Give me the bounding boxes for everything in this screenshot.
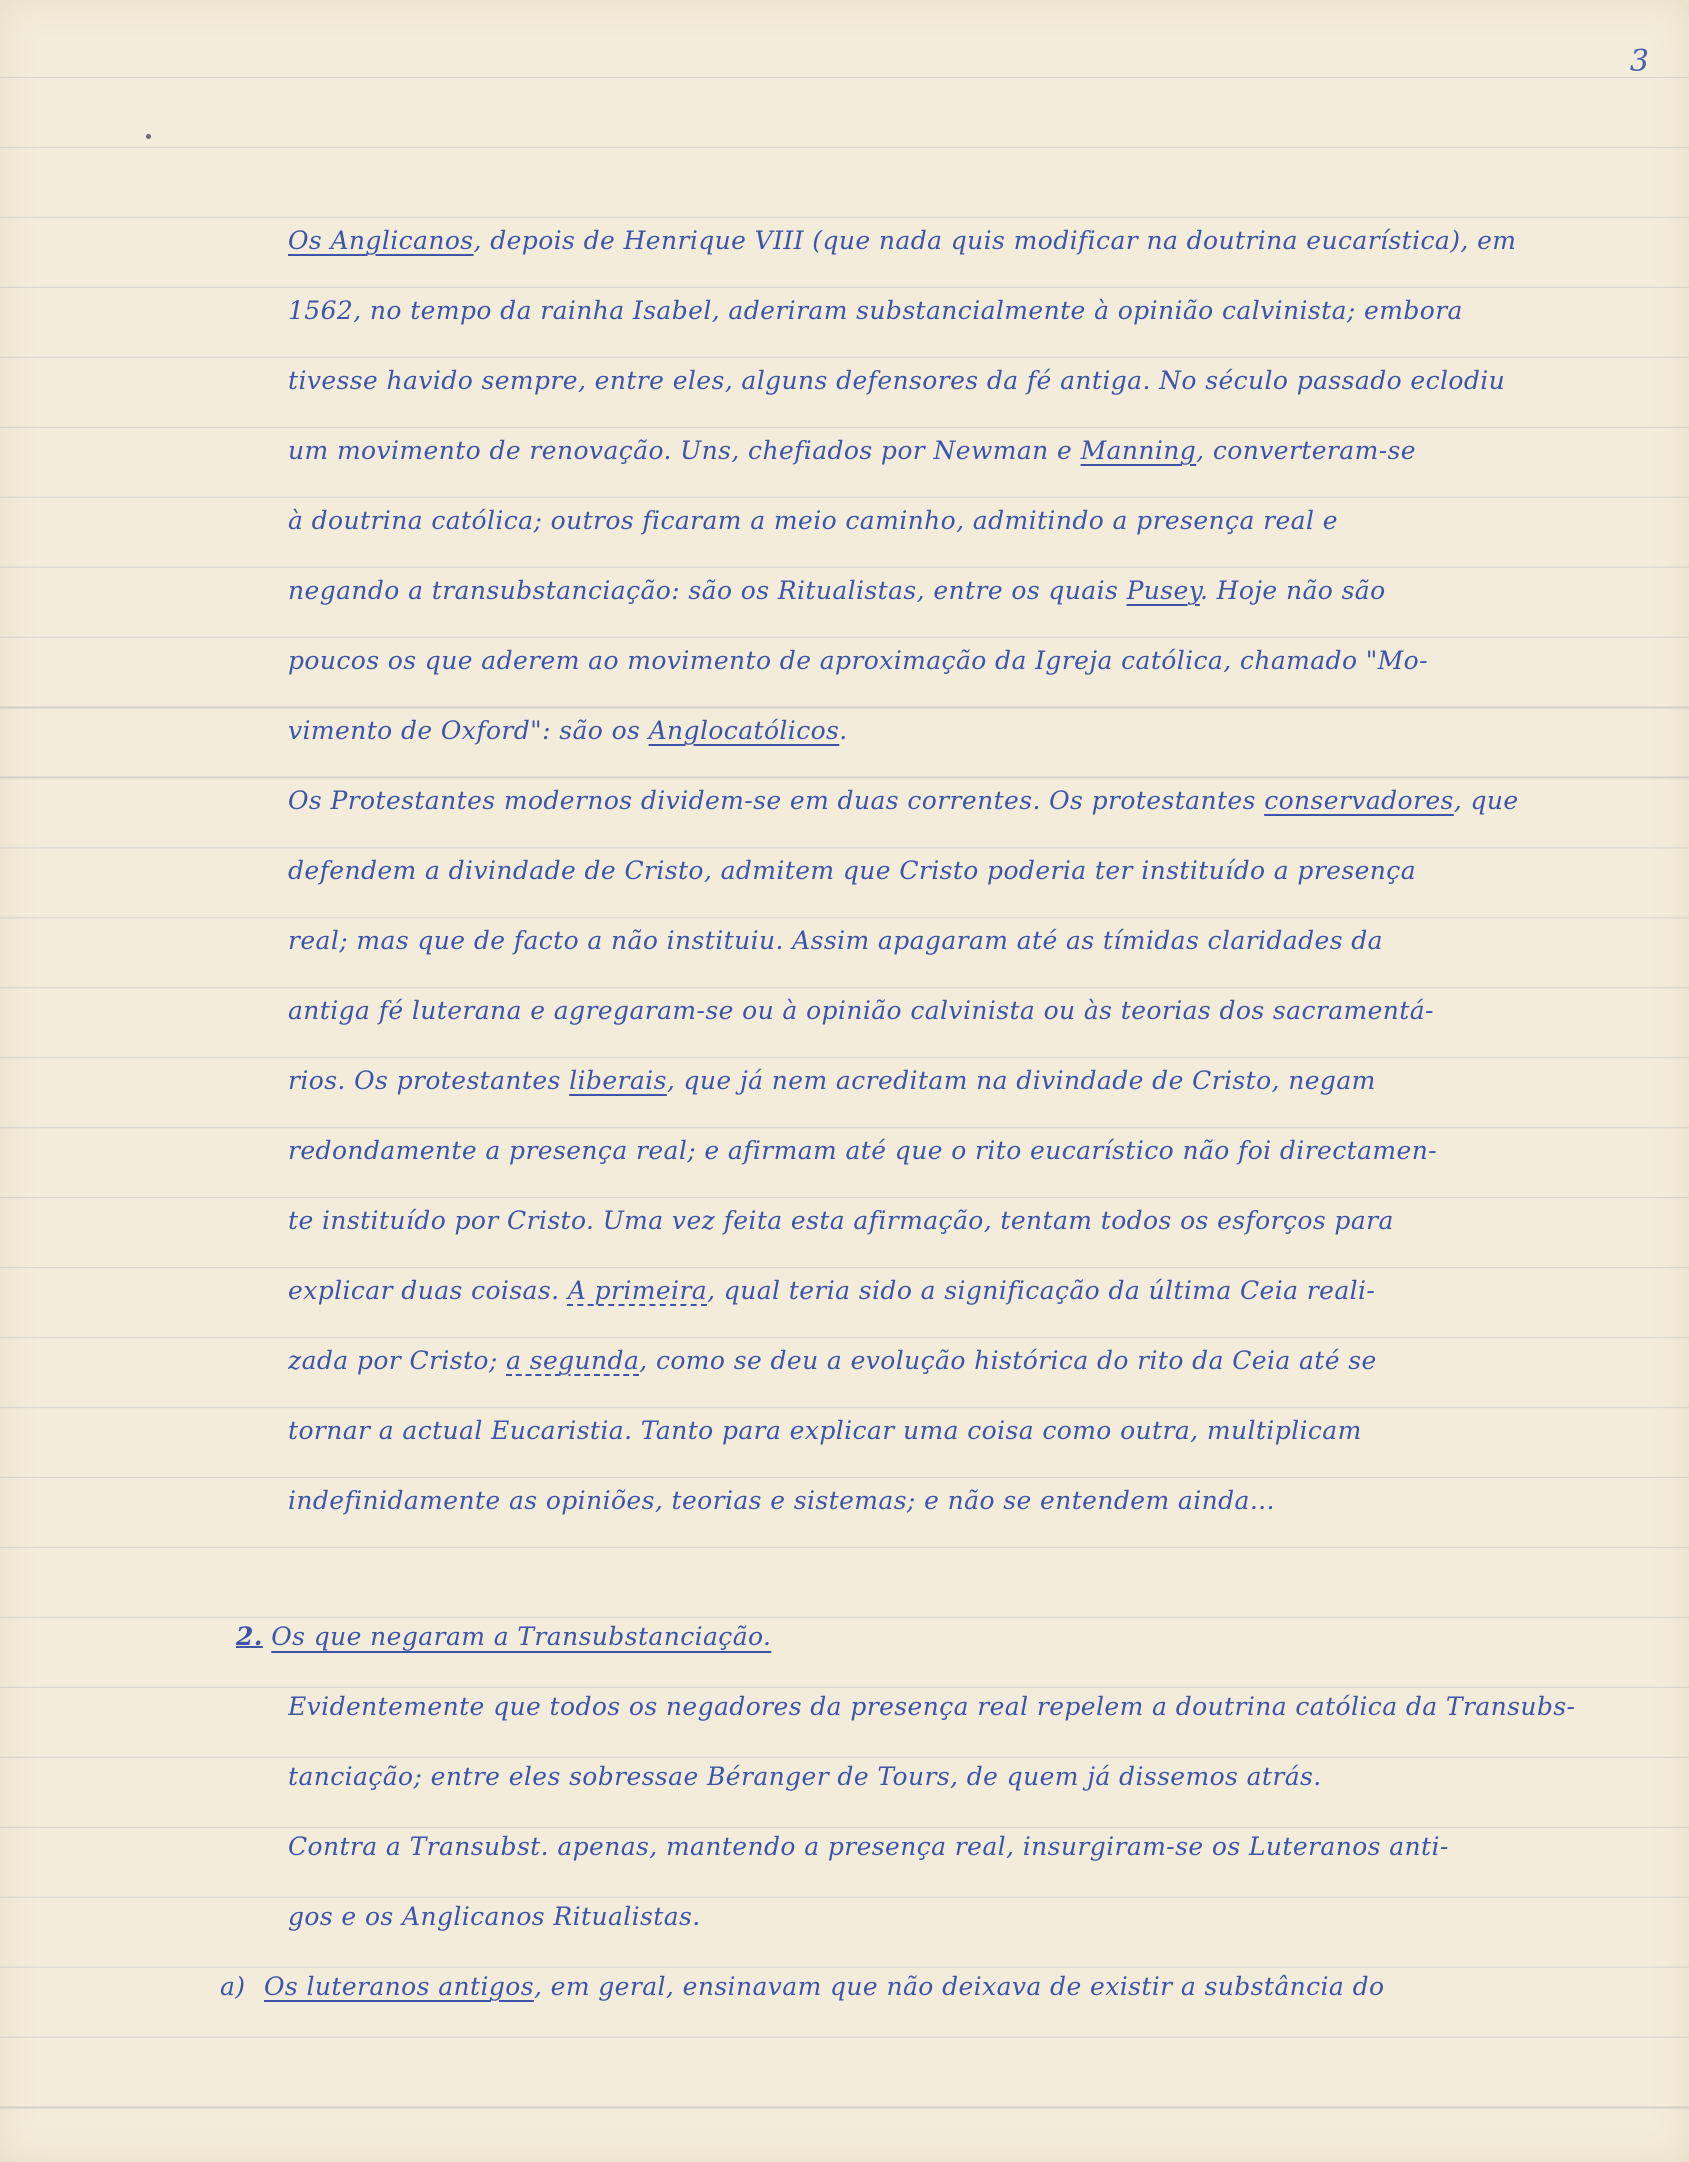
text-line: redondamente a presença real; e afirmam até que o rito eucarístico não foi directamen-	[288, 1136, 1438, 1165]
section-number: 2.	[236, 1622, 263, 1651]
ink-dot	[146, 134, 151, 139]
text-line: Os Protestantes modernos dividem-se em duas correntes. Os protestantes conservadores, que	[288, 786, 1519, 815]
underlined-emphasis: Os Anglicanos	[288, 226, 474, 255]
text-line: negando a transubstanciação: são os Ritualistas, entre os quais Pusey. Hoje não são	[288, 576, 1386, 605]
underlined-emphasis: Anglocatólicos	[648, 716, 840, 745]
text-line: tornar a actual Eucaristia. Tanto para explicar uma coisa como outra, multiplicam	[288, 1416, 1362, 1445]
underlined-emphasis: Os luteranos antigos	[264, 1972, 534, 2001]
text-line: explicar duas coisas. A primeira, qual teria sido a significação da última Ceia reali-	[288, 1276, 1376, 1305]
section-gap	[288, 1536, 1628, 1602]
text-line: zada por Cristo; a segunda, como se deu a evolução histórica do rito da Ceia até se	[288, 1346, 1377, 1375]
manuscript-text	[220, 206, 1628, 2022]
underlined-emphasis: A primeira	[567, 1276, 708, 1305]
text-line: rios. Os protestantes liberais, que já nem acreditam na divindade de Cristo, negam	[288, 1066, 1376, 1095]
text-line: Evidentemente que todos os negadores da presença real repelem a doutrina católica da Transubs-	[288, 1692, 1576, 1721]
text-line: um movimento de renovação. Uns, chefiados por Newman e Manning, converteram-se	[288, 436, 1416, 465]
text-line: vimento de Oxford": são os Anglocatólicos.	[288, 716, 848, 745]
text-line: gos e os Anglicanos Ritualistas.	[288, 1902, 701, 1931]
text-line: 1562, no tempo da rainha Isabel, aderiram substancialmente à opinião calvinista; embora	[288, 296, 1463, 325]
text-line: indefinidamente as opiniões, teorias e sistemas; e não se entendem ainda...	[288, 1486, 1275, 1515]
item-marker: a)	[220, 1972, 246, 2001]
paragraph-anglicanos	[288, 206, 1628, 766]
paragraph-protestantes	[288, 766, 1628, 1536]
text-line: à doutrina católica; outros ficaram a meio caminho, admitindo a presença real e	[288, 506, 1338, 535]
underlined-emphasis: a segunda	[506, 1346, 640, 1375]
page-number: 3	[1629, 44, 1649, 79]
text-line: te instituído por Cristo. Uma vez feita esta afirmação, tentam todos os esforços para	[288, 1206, 1394, 1235]
text-line: poucos os que aderem ao movimento de aproximação da Igreja católica, chamado "Mo-	[288, 646, 1428, 675]
item-text: Os luteranos antigos, em geral, ensinavam que não deixava de existir a substância do	[264, 1972, 1385, 2001]
section-title: Os que negaram a Transubstanciação.	[271, 1622, 772, 1651]
underlined-emphasis: liberais	[569, 1066, 667, 1095]
text-line: defendem a divindade de Cristo, admitem que Cristo poderia ter instituído a presença	[288, 856, 1416, 885]
text-line: tanciação; entre eles sobressae Béranger de Tours, de quem já dissemos atrás.	[288, 1762, 1322, 1791]
text-line: Contra a Transubst. apenas, mantendo a presença real, insurgiram-se os Luteranos anti-	[288, 1832, 1449, 1861]
underlined-emphasis: conservadores	[1264, 786, 1454, 815]
text-line: tivesse havido sempre, entre eles, alguns defensores da fé antiga. No século passado eclodiu	[288, 366, 1506, 395]
text-line: real; mas que de facto a não instituiu. Assim apagaram até as tímidas claridades da	[288, 926, 1383, 955]
text-line: antiga fé luterana e agregaram-se ou à opinião calvinista ou às teorias dos sacramentá-	[288, 996, 1434, 1025]
underlined-emphasis: Manning	[1080, 436, 1197, 465]
underlined-emphasis: Pusey	[1126, 576, 1200, 605]
list-item-a	[220, 1952, 1628, 2022]
text-line: Os Anglicanos, depois de Henrique VIII (que nada quis modificar na doutrina eucarística), em	[288, 226, 1517, 255]
section-heading	[236, 1602, 1628, 1672]
paragraph-negadores	[288, 1672, 1628, 1952]
